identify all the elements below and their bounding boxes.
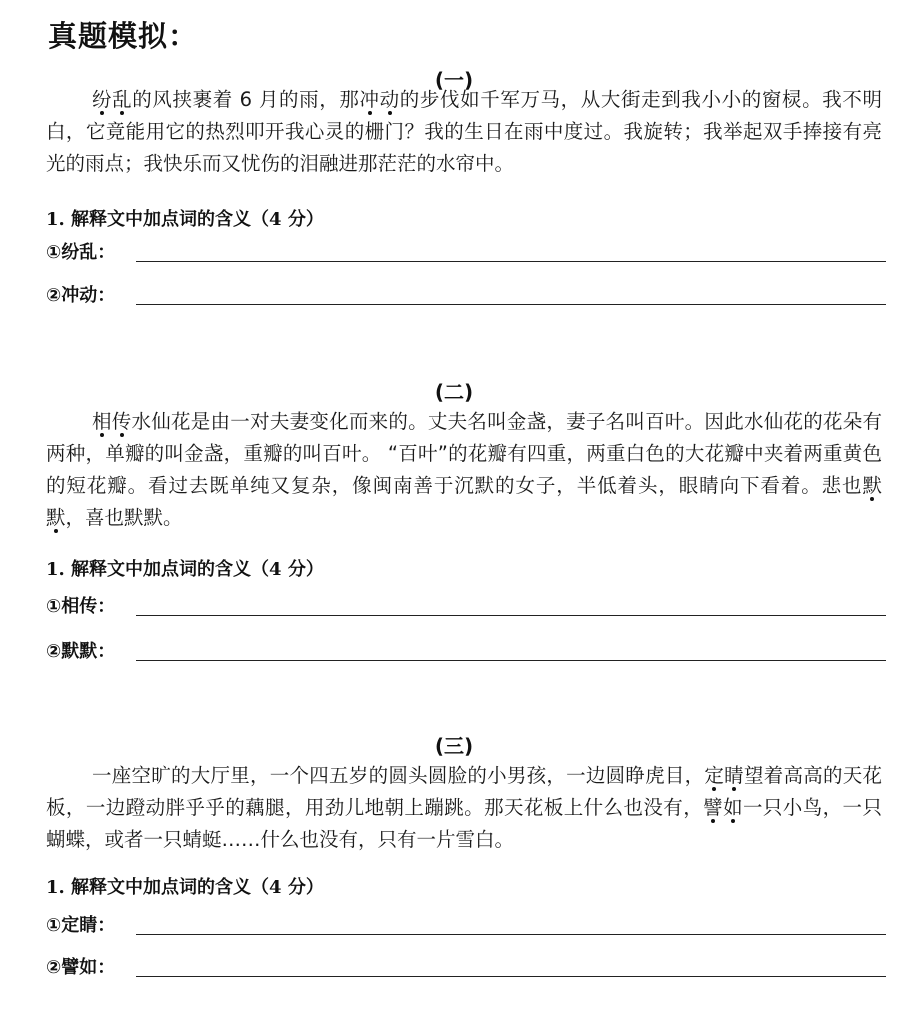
answer-blank[interactable]	[136, 615, 886, 616]
passage-text: 的步伐如千军万马，从大街走到我小小的窗棂。我不明白，它竟能用它的热烈叩开我心灵的栅门？我的生日在雨中度过。我旋转；我举起双手捧接有亮光的雨点；我快乐而又忧伤的泪融进那茫茫的水帘中。	[46, 88, 882, 175]
passage-text: 一座空旷的大厅里，一个四五岁的圆头圆脸的小男孩，一边圆睁虎目，	[92, 764, 705, 787]
answer-row-1-1	[46, 238, 886, 268]
passage-text: 望着高高的天花板，一边蹬动胖乎乎的藕腿，用劲儿地朝上蹦跳。那天花板上什么也没有，	[46, 764, 882, 819]
passage-text: ，喜也默默。	[65, 506, 183, 529]
emphasized-char: 纷	[92, 88, 113, 111]
answer-label: ①定睛：	[46, 915, 116, 936]
section-heading-3: (三)	[434, 734, 474, 758]
answer-row-2-1	[46, 592, 886, 622]
emphasized-char: 相	[92, 410, 112, 433]
emphasized-char: 冲	[359, 88, 380, 111]
emphasized-char: 默	[46, 506, 66, 529]
passage-2	[46, 406, 882, 534]
passage-text: 一只小鸟，一只蝴蝶，或者一只蜻蜓……什么也没有，只有一片雪白。	[46, 796, 882, 851]
passage-text: 水仙花是由一对夫妻变化而来的。丈夫名叫金盏，妻子名叫百叶。因此水仙花的花朵有两种，单瓣的叫金盏，重瓣的叫百叶。 “百叶”的花瓣有四重，两重白色的大花瓣中夹着两重黄色的短花瓣。看过去既单纯又复杂，像闽南善于沉默的女子，半低着头，眼睛向下看着。悲也	[46, 410, 882, 497]
emphasized-char: 动	[379, 88, 400, 111]
passage-text: 的风挟裹着 6 月的雨，那	[132, 88, 360, 111]
emphasized-char: 传	[111, 410, 132, 433]
emphasized-char: 默	[862, 474, 882, 497]
emphasized-char: 譬	[703, 796, 724, 819]
answer-blank[interactable]	[136, 304, 886, 305]
answer-blank[interactable]	[136, 934, 886, 935]
answer-label: ①纷乱：	[46, 242, 116, 263]
emphasized-char: 睛	[724, 764, 744, 787]
emphasized-char: 定	[704, 764, 725, 787]
answer-blank[interactable]	[136, 660, 886, 661]
emphasized-char: 乱	[112, 88, 133, 111]
question-2: 1. 解释文中加点词的含义（4 分）	[46, 559, 324, 580]
answer-row-2-2	[46, 637, 886, 667]
answer-label: ②譬如：	[46, 957, 116, 978]
question-1: 1. 解释文中加点词的含义（4 分）	[46, 209, 324, 230]
answer-row-3-2	[46, 953, 886, 983]
passage-3	[46, 760, 882, 856]
answer-label: ②默默：	[46, 641, 116, 662]
passage-1	[46, 84, 882, 180]
question-3: 1. 解释文中加点词的含义（4 分）	[46, 877, 324, 898]
answer-label: ②冲动：	[46, 285, 116, 306]
answer-blank[interactable]	[136, 976, 886, 977]
answer-blank[interactable]	[136, 261, 886, 262]
section-heading-1: (一)	[434, 68, 474, 92]
answer-label: ①相传：	[46, 596, 116, 617]
page-title: 真题模拟：	[48, 19, 199, 53]
emphasized-char: 如	[723, 796, 743, 819]
section-heading-2: (二)	[434, 380, 474, 404]
answer-row-1-2	[46, 281, 886, 311]
answer-row-3-1	[46, 911, 886, 941]
